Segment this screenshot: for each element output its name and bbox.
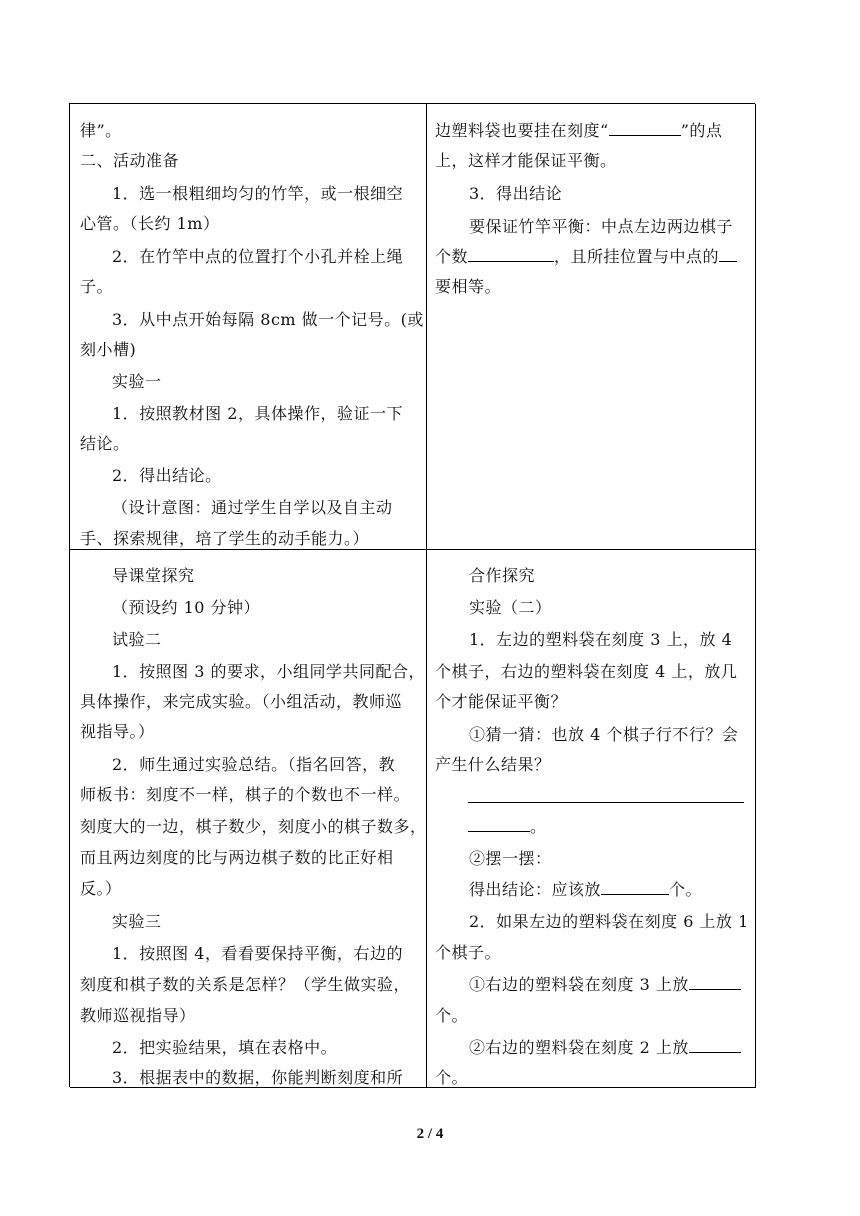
text-line: 个。 (435, 1006, 469, 1025)
text-line: 1．按照图 4，看看要保持平衡，右边的 (112, 944, 403, 963)
text-line (435, 121, 722, 141)
cell-cooperative-inquiry (427, 550, 756, 1088)
text-line: 刻度大的一边，棋子数少，刻度小的棋子数多， (80, 817, 427, 836)
text-line: 3．根据表中的数据，你能判断刻度和所 (112, 1068, 404, 1087)
cell-classroom-inquiry (70, 550, 427, 1088)
text-line: 刻小槽) (80, 340, 137, 359)
text-line: 具体操作，来完成实验。（小组活动，教师巡 (80, 692, 403, 711)
text-fragment: ”的点 (680, 121, 723, 140)
cell-activity-prep (70, 104, 427, 550)
text-line (435, 247, 737, 267)
fill-blank[interactable] (689, 1038, 741, 1053)
text-line: 2．师生通过实验总结。（指名回答，教 (112, 755, 396, 774)
section-heading: 合作探究 (469, 566, 536, 585)
answer-line[interactable] (468, 802, 744, 803)
experiment-heading: 实验（二） (469, 598, 552, 617)
page-number: 2 / 4 (416, 1126, 444, 1142)
text-line: 个才能保证平衡？ (435, 692, 568, 711)
text-fragment: 个数 (435, 247, 469, 266)
text-line: 1．按照图 3 的要求，小组同学共同配合， (112, 662, 426, 681)
text-line: 上，这样才能保证平衡。 (435, 151, 617, 170)
fill-blank[interactable] (468, 247, 554, 262)
text-line: 产生什么结果？ (435, 755, 551, 774)
text-fragment: ，且所挂位置与中点的 (554, 247, 720, 266)
experiment-heading: 实验三 (112, 912, 162, 931)
fill-blank[interactable] (689, 975, 741, 990)
text-line: 个。 (435, 1068, 469, 1087)
text-line: ①猜一猜：也放 4 个棋子行不行？会 (469, 725, 739, 744)
section-heading: 导课堂探究 (112, 566, 195, 585)
design-intent-line: （设计意图：通过学生自学以及自主动 (112, 498, 393, 517)
text-line: 师板书：刻度不一样，棋子的个数也不一样。 (80, 785, 411, 804)
lesson-table (69, 103, 755, 1087)
text-line: 个棋子，右边的塑料袋在刻度 4 上，放几 (435, 662, 738, 681)
text-line: 教师巡视指导） (80, 1006, 196, 1025)
text-line: 3．从中点开始每隔 8cm 做一个记号。(或 (112, 310, 424, 329)
text-line: （预设约 10 分钟） (112, 598, 261, 617)
text-line (469, 880, 702, 900)
text-fragment: 边塑料袋也要挂在刻度“ (435, 121, 609, 140)
text-fragment: ①右边的塑料袋在刻度 3 上放 (469, 975, 689, 994)
text-line: 视指导。） (80, 722, 155, 741)
experiment-heading: 实验一 (112, 372, 162, 391)
text-line: 子。 (80, 277, 114, 296)
text-line: 2．如果左边的塑料袋在刻度 6 上放 1 (469, 912, 749, 931)
text-fragment: 。 (530, 817, 547, 836)
text-line: 1．按照教材图 2，具体操作，验证一下 (112, 404, 403, 423)
fill-blank[interactable] (468, 817, 530, 832)
cell-conclusion (427, 104, 756, 550)
text-line: 心管。（长约 1m） (80, 214, 220, 233)
text-line: 刻度和棋子数的关系是怎样？（学生做实验， (80, 975, 411, 994)
text-line: ②摆一摆： (469, 849, 552, 868)
text-line: 2．把实验结果，填在表格中。 (112, 1038, 338, 1057)
text-fragment: ②右边的塑料袋在刻度 2 上放 (469, 1038, 689, 1057)
text-line: 反。） (80, 879, 122, 898)
text-line: 个棋子。 (435, 943, 502, 962)
text-line: 2．在竹竿中点的位置打个小孔并栓上绳 (112, 247, 404, 266)
text-line: 要保证竹竿平衡：中点左边两边棋子 (469, 217, 734, 236)
text-line: 1．选一根粗细均匀的竹竿，或一根细空 (112, 184, 404, 203)
text-line (469, 1038, 741, 1058)
text-line: 3．得出结论 (469, 184, 563, 203)
design-intent-line: 手、探索规律，培了学生的动手能力。） (80, 529, 370, 548)
text-line: 而且两边刻度的比与两边棋子数的比正好相 (80, 848, 394, 867)
fill-blank[interactable] (719, 247, 737, 262)
fill-blank[interactable] (601, 880, 669, 895)
experiment-heading: 试验二 (112, 630, 162, 649)
text-line (469, 975, 741, 995)
text-line (468, 817, 547, 837)
section-heading: 二、活动准备 (80, 151, 180, 170)
text-line: 结论。 (80, 434, 130, 453)
text-line: 2．得出结论。 (112, 466, 222, 485)
text-fragment: 得出结论：应该放 (469, 880, 602, 899)
text-line: 要相等。 (435, 277, 502, 296)
fill-blank[interactable] (609, 121, 681, 136)
text-line: 1．左边的塑料袋在刻度 3 上，放 4 (469, 630, 733, 649)
text-line: 律”。 (80, 121, 122, 140)
text-fragment: 个。 (669, 880, 703, 899)
